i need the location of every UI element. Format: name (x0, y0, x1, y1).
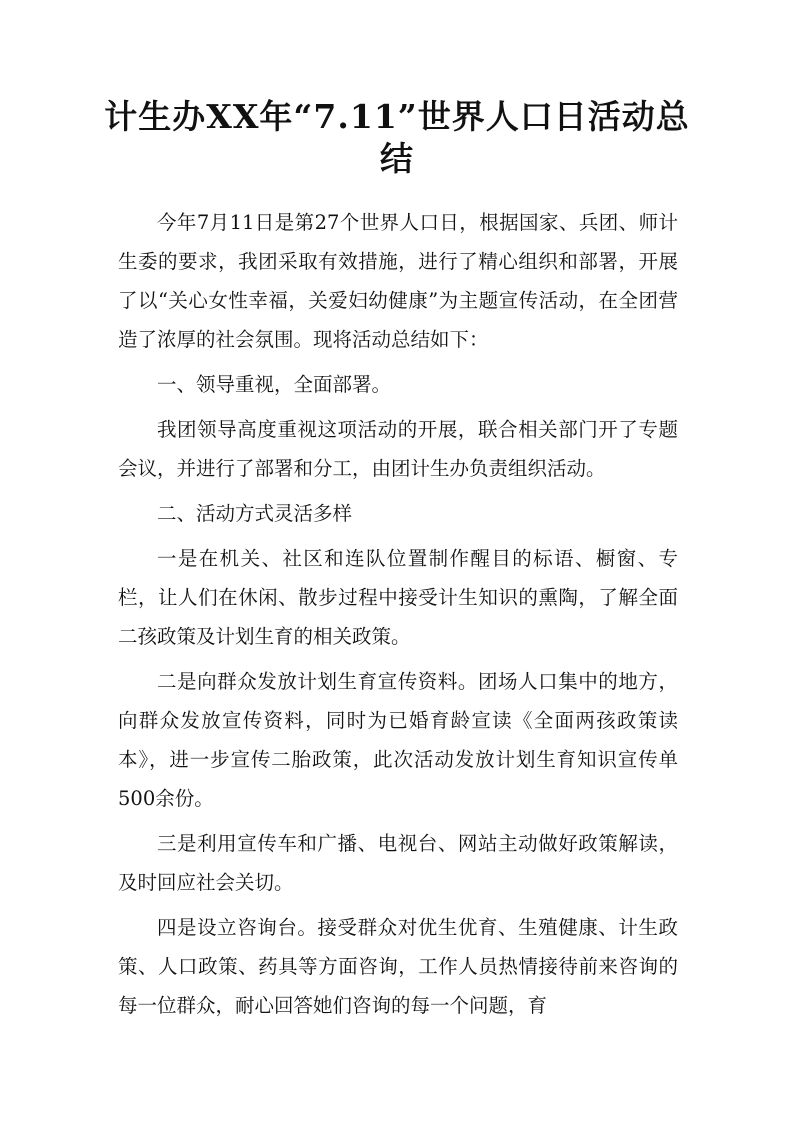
document-title: 计生办XX年“7.11”世界人口日活动总结 (104, 97, 690, 178)
paragraph-item-4: 四是设立咨询台。接受群众对优生优育、生殖健康、计生政策、人口政策、药具等方面咨询，工作人员热情接待前来咨询的每一位群众，耐心回答她们咨询的每一个问题，育 (118, 916, 678, 1017)
paragraph-item-1: 一是在机关、社区和连队位置制作醒目的标语、橱窗、专栏，让人们在休闲、散步过程中接受计生知识的熏陶，了解全面二孩政策及计划生育的相关政策。 (118, 547, 678, 648)
paragraph-item-2: 二是向群众发放计划生育宣传资料。团场人口集中的地方，向群众发放宣传资料，同时为已婚育龄宣读《全面两孩政策读本》，进一步宣传二胎政策，此次活动发放计划生育知识宣传单500余份。 (118, 670, 678, 810)
paragraph-leadership: 我团领导高度重视这项活动的开展，联合相关部门开了专题会议，并进行了部署和分工，由团计生办负责组织活动。 (118, 418, 678, 480)
section-heading-2: 二、活动方式灵活多样 (157, 502, 353, 525)
document-body (118, 203, 678, 1031)
paragraph-item-3: 三是利用宣传车和广播、电视台、网站主动做好政策解读，及时回应社会关切。 (118, 832, 678, 894)
paragraph-intro: 今年7月11日是第27个世界人口日，根据国家、兵团、师计生委的要求，我团采取有效措施，进行了精心组织和部署，开展了以“关心女性幸福，关爱妇幼健康”为主题宣传活动，在全团营造了浓厚的社会氛围。现将活动总结如下： (118, 211, 678, 351)
section-heading-1: 一、领导重视，全面部署。 (157, 373, 392, 396)
